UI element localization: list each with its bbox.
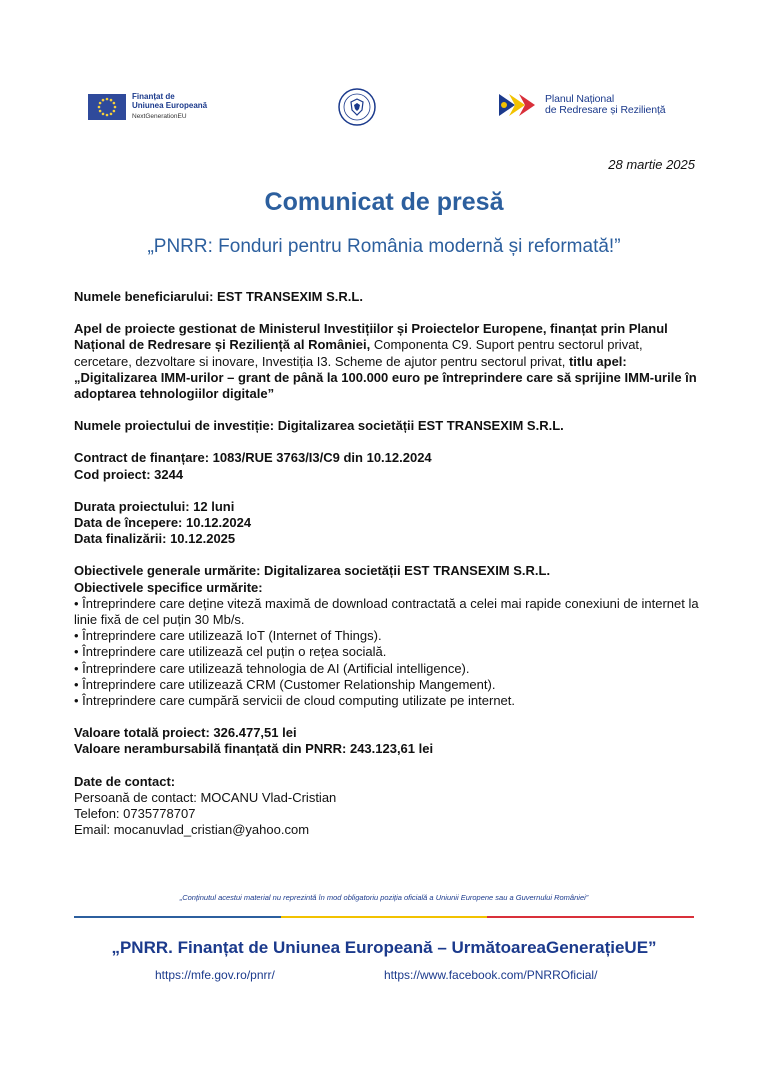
list-item: • Întreprindere care deține viteză maximă de download contractată a celei mai rapide conexiuni de internet la linie fixă de cel puțin 30 Mb/s. [74,595,699,628]
project-duration: Durata proiectului: 12 luni [74,498,235,514]
contact-phone: Telefon: 0735778707 [74,806,196,822]
beneficiary-line [74,289,704,305]
contact-person: Persoană de contact: MOCANU Vlad-Cristian [74,789,337,805]
page-title: Comunicat de presă [264,188,504,216]
beneficiary-value: EST TRANSEXIM S.R.L. [217,289,363,304]
call-bold-part1: Apel de proiecte gestionat de Ministerul Investițiilor și Proiectelor Europene, finanțat prin Planul Național de Redresare și Reziliență al României, [74,321,668,353]
footer-title: „PNRR. Finanțat de Uniunea Europeană – UrmătoareaGenerațieUE” [111,938,657,957]
beneficiary-label: Numele beneficiarului: [74,289,214,304]
project-name: Numele proiectului de investiție: Digitalizarea societății EST TRANSEXIM S.R.L. [74,418,564,434]
start-date: Data de începere: 10.12.2024 [74,515,252,531]
list-item: • Întreprindere care utilizează cel puțin o rețea socială. [74,644,387,660]
facebook-pnrr-link[interactable]: https://www.facebook.com/PNRROficial/ [384,968,598,982]
pnrr-flag-arrow-icon [499,94,541,116]
contact-label: Date de contact: [74,773,176,789]
list-item: • Întreprindere care utilizează IoT (Internet of Things). [74,628,382,644]
list-item: • Întreprindere care cumpără servicii de cloud computing utilizate pe internet. [74,693,515,709]
total-value: Valoare totală proiect: 326.477,51 lei [74,725,297,741]
list-item: • Întreprindere care utilizează CRM (Customer Relationship Mangement). [74,676,496,692]
contact-email: Email: mocanuvlad_cristian@yahoo.com [74,822,310,838]
specific-objectives-label: Obiectivele specifice urmărite: [74,579,263,595]
end-date: Data finalizării: 10.12.2025 [74,531,236,547]
eu-logo-line3: NextGenerationEU [132,113,187,120]
footer-disclaimer: „Conținutul acestui material nu reprezintă în mod obligatoriu poziția oficială a Uniunii Europene sau a Guvernului României” [179,893,589,902]
eu-funding-logo [88,92,207,121]
call-description [74,321,704,402]
pnrr-logo-line1: Planul Național [545,93,615,105]
nonrefundable-value: Valoare nerambursabilă finanțată din PNRR: 243.123,61 lei [74,741,434,757]
eu-logo-line2: Uniunea Europeană [132,101,208,110]
project-code: Cod proiect: 3244 [74,466,184,482]
financing-contract: Contract de finanțare: 1083/RUE 3763/I3/C9 din 10.12.2024 [74,450,432,466]
romanian-government-seal-icon [338,88,376,126]
footer-divider [74,916,694,918]
eu-logo-line1: Finanțat de [132,92,175,101]
general-objectives: Obiectivele generale urmărite: Digitalizarea societății EST TRANSEXIM S.R.L. [74,563,551,579]
pnrr-logo [499,94,666,116]
pnrr-logo-line2: de Redresare și Reziliență [545,104,666,116]
mfe-pnrr-link[interactable]: https://mfe.gov.ro/pnrr/ [155,968,275,982]
page-subtitle: „PNRR: Fonduri pentru România modernă și reformată!” [147,236,621,257]
document-date: 28 martie 2025 [608,157,695,172]
eu-flag-icon [88,94,126,120]
press-release-body [74,289,704,838]
call-normal-part: Componenta C9. Suport pentru sectorul privat, cercetare, dezvoltare si inovare, Investiția I3. Scheme de ajutor pentru sectorul privat, [74,337,643,369]
list-item: • Întreprindere care utilizează tehnologia de AI (Artificial intelligence). [74,660,470,676]
call-bold-part2: titlu apel: „Digitalizarea IMM-urilor – grant de până la 100.000 euro pe întreprindere care să sprijine IMM-urile în adoptarea tehnologiilor digitale” [74,353,697,402]
